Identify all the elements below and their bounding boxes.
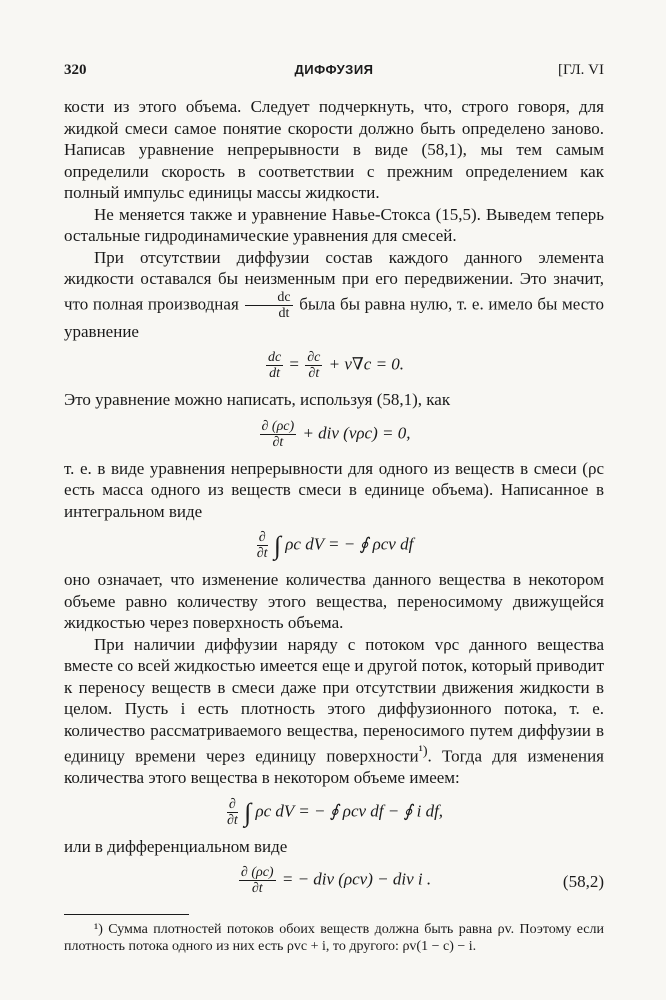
- formula-total-derivative: $\frac{dc}{dt}$ = $\frac{\partial c}{\partial t}$ + v∇c = 0.: [267, 350, 405, 381]
- footnote: ¹) Сумма плотностей потоков обоих веществ должна быть равна ρv. Поэтому если плотность потока одного из них есть ρvc + i, то другого: ρv(1 − c) − i.: [64, 922, 604, 955]
- formula-integral-diffusion: $\frac{\partial}{\partial t}$ ∫ ρc dV = − ∮ ρcv df − ∮ i df,: [226, 796, 444, 828]
- paragraph-text: При отсутствии диффузии состав каждого данного элемента жидкости оставался бы неизменным при его передвижении. Это значит, что полная производная: [64, 247, 604, 313]
- paragraph: При наличии диффузии наряду с потоком vρc данного вещества вместе со всей жидкостью имеется еще и другой поток, который приводит к переносу веществ в смеси даже при отсутствии движения жидкости в целом. Пусть i есть плотность этого диффузионного потока, т. е. количество рассматриваемого вещества, переносимого путем диффузии в единицу времени через единицу поверхности$^{^1)}$. Тогда для изменения количества этого вещества в некотором объеме имеем:: [64, 634, 604, 788]
- integral-sign: ∫: [244, 797, 252, 827]
- equation-label: (58,2): [562, 872, 604, 892]
- integral-sign: ∫: [273, 530, 281, 560]
- formula-integral: $\frac{\partial}{\partial t}$ ∫ ρc dV = − ∮ ρcv df: [256, 530, 414, 561]
- page-number: 320: [64, 62, 87, 78]
- formula-58-2: $\frac{\partial (\rho c)}{\partial t}$ = − div (ρcv) − div i . (58,2): [240, 865, 604, 897]
- paragraph: Не меняется также и уравнение Навье-Стокса (15,5). Выведем теперь остальные гидродинамические уравнения для смесей.: [64, 204, 604, 245]
- page-body: [64, 96, 604, 955]
- formula-continuity: $\frac{\partial (\rho c)}{\partial t}$ + div (vρc) = 0,: [261, 418, 411, 450]
- running-title: ДИФФУЗИЯ: [294, 62, 374, 77]
- paragraph-text: была бы равна нулю, т. е. имело бы место уравнение: [64, 293, 604, 341]
- footnote-ref: ¹): [418, 743, 428, 759]
- chapter-label: [ГЛ. VI: [557, 62, 604, 78]
- paragraph: т. е. в виде уравнения непрерывности для одного из веществ в смеси (ρc есть масса одного из веществ смеси в единице объема). Написанное в интегральном виде: [64, 458, 604, 521]
- paragraph: Это уравнение можно написать, используя (58,1), как: [64, 390, 451, 409]
- paragraph: кости из этого объема. Следует подчеркнуть, что, строго говоря, для жидкой смеси самое понятие скорости должно быть определено заново. Написав уравнение непрерывности в виде (58,1), мы тем самым определили скорость в соответствии с прежним определением как полный импульс единицы массы жидкости.: [64, 97, 604, 202]
- footnote-rule: [64, 914, 189, 915]
- paragraph: или в дифференциальном виде: [64, 836, 288, 856]
- paragraph: оно означает, что изменение количества данного вещества в некотором объеме равно количеству этого вещества, переносимому движущейся жидкостью через поверхность объема.: [64, 570, 604, 632]
- page-header: [64, 62, 604, 82]
- paragraph: [64, 247, 604, 343]
- inline-fraction: $\frac{dc}{dt}$: [245, 290, 292, 321]
